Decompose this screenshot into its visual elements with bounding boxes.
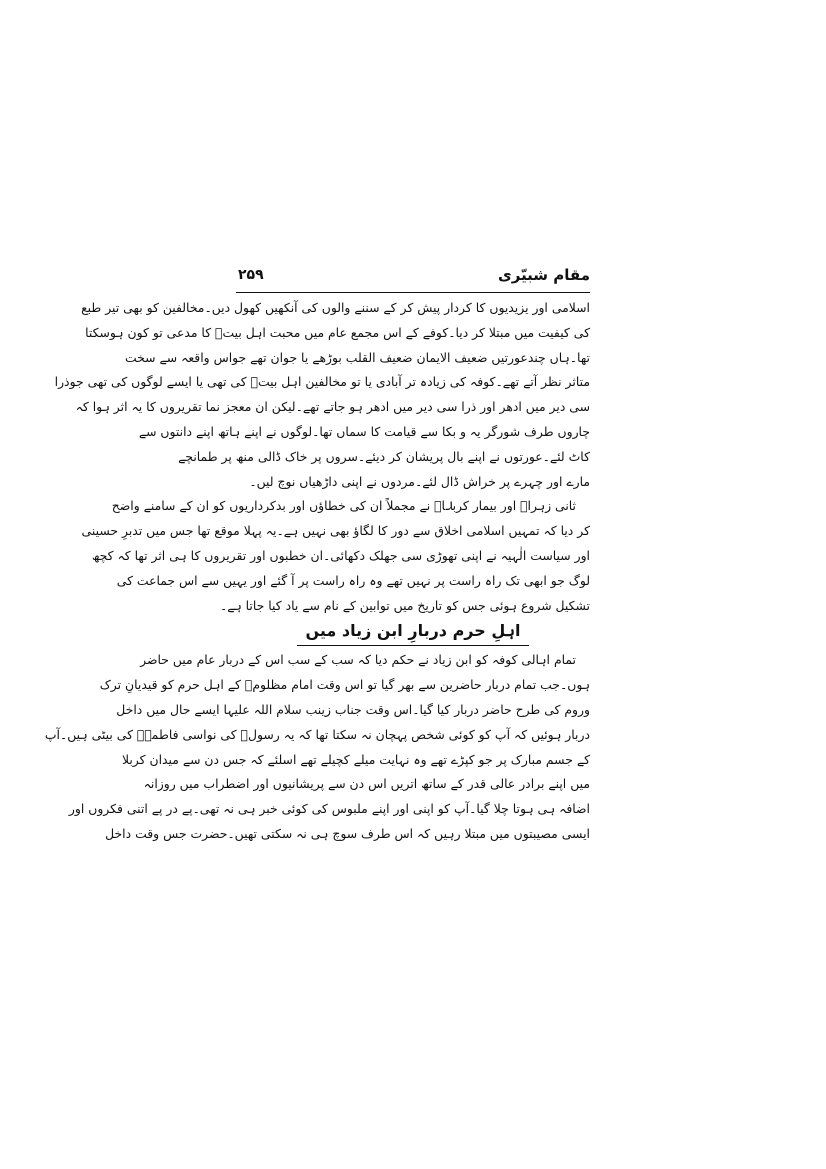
section-heading-wrap [236,618,590,648]
running-title: مقام شبیّری [497,266,590,284]
section-heading: اہلِ حرم دربارِ ابن زیاد میں [297,618,528,646]
text-line: کاٹ لئے۔عورتوں نے اپنے بال پریشان کر دیئے۔سروں پر خاک ڈالی منھ پر طمانچے [178,448,590,464]
text-line: تھا۔ہاں چندعورتیں ضعیف الایمان ضعیف القلب بوڑھے یا جوان تھے جواس واقعہ سے سخت [125,349,590,365]
text-line: کی کیفیت میں مبتلا کر دیا۔کوفے کے اس مجمع عام میں محبت اہل بیتؑ کا مدعی تو کون ہوسکتا [85,324,590,340]
paragraph-3 [44,648,590,846]
text-line: تشکیل شروع ہوئی جس کو تاریخ میں توابین کے نام سے یاد کیا جاتا ہے۔ [219,597,590,613]
paragraph-1 [54,296,590,494]
text-line: چاروں طرف شورگر یہ و بکا سے قیامت کا سماں تھا۔لوگوں نے اپنے ہاتھ اپنے دانتوں سے [138,423,590,439]
text-line: متاثر نظر آتے تھے۔کوفہ کی زیادہ تر آبادی یا تو مخالفین اہل بیتؑ کی تھی یا ایسے لوگوں کی تھی جوذرا [54,374,590,390]
text-line: کے جسم مبارک پر جو کپڑے تھے وہ نہایت میلے کچیلے تھے اسلئے کہ جس دن سے میدان کربلا [121,751,590,767]
text-line: وروم کی طرح حاضر دربار کیا گیا۔اس وقت جناب زینب سلام اللہ علیہا ایسے حال میں داخل [116,701,590,717]
text-line: سی دیر میں ادھر اور ذرا سی دیر میں ادھر ہو جاتے تھے۔لیکن ان معجز نما تقریروں کا یہ اثر ہوا کہ [75,399,590,415]
text-line: میں اپنے برادر عالی قدر کے ساتھ اتریں اس دن سے پریشانیوں اور اضطراب میں روزانہ [143,776,590,792]
text-line: دربار ہوئیں کہ آپ کو کوئی شخص پہچان نہ سکتا تھا کہ یہ رسولؐ کی نواسی فاطمہؑ کی بیٹی ہیں۔آپ [44,726,590,742]
text-line: لوگ جو ابھی تک راہ راست پر نہیں تھے وہ راہ راست پر آ گئے اور یہیں سے اس جماعت کی [116,572,590,588]
text-line: ایسی مصیبتوں میں مبتلا رہیں کہ اس طرف سوچ ہی نہ سکتی تھیں۔حضرت جس وقت داخل [105,825,590,841]
paragraph-2 [81,494,590,618]
body-text [44,296,590,847]
text-line: ہوں۔جب تمام دربار حاضرین سے بھر گیا تو اس وقت امام مظلومؑ کے اہل حرم کو قیدیانِ ترک [99,677,590,693]
text-line: تمام اہالی کوفہ کو ابن زیاد نے حکم دیا کہ سب کے سب اس کے دربار عام میں حاضر [140,652,576,668]
header-rule [236,292,590,293]
text-line: کر دیا کہ تمہیں اسلامی اخلاق سے دور کا لگاؤ بھی نہیں ہے۔یہ پہلا موقع تھا جس میں تدبرِ حسینی [81,523,590,539]
text-line: اضافہ ہی ہوتا چلا گیا۔آپ کو اپنی اور اپنے ملبوس کی کوئی خبر ہی نہ تھی۔پے در پے اتنی فکروں اور [68,801,590,817]
page-number: ۲۵۹ [238,267,264,283]
text-line: مارے اور چہرے پر خراش ڈال لئے۔مردوں نے اپنی داڑھیاں نوچ لیں۔ [249,473,590,489]
text-line: اور سیاست الٰہیہ نے اپنی تھوڑی سی جھلک دکھائی۔ان خطبوں اور تقریروں کا ہی اثر تھا کہ کچھ [91,547,590,563]
text-line: ثانی زہراؑ اور بیمار کربلاؑ نے مجملاً ان کی خطاؤں اور بدکرداریوں کو ان کے سامنے واضح [111,498,576,514]
page-header [236,266,590,292]
text-line: اسلامی اور یزیدیوں کا کردار پیش کر کے سننے والوں کی آنکھیں کھول دیں۔مخالفین کو بھی تیر طبع [81,300,590,315]
